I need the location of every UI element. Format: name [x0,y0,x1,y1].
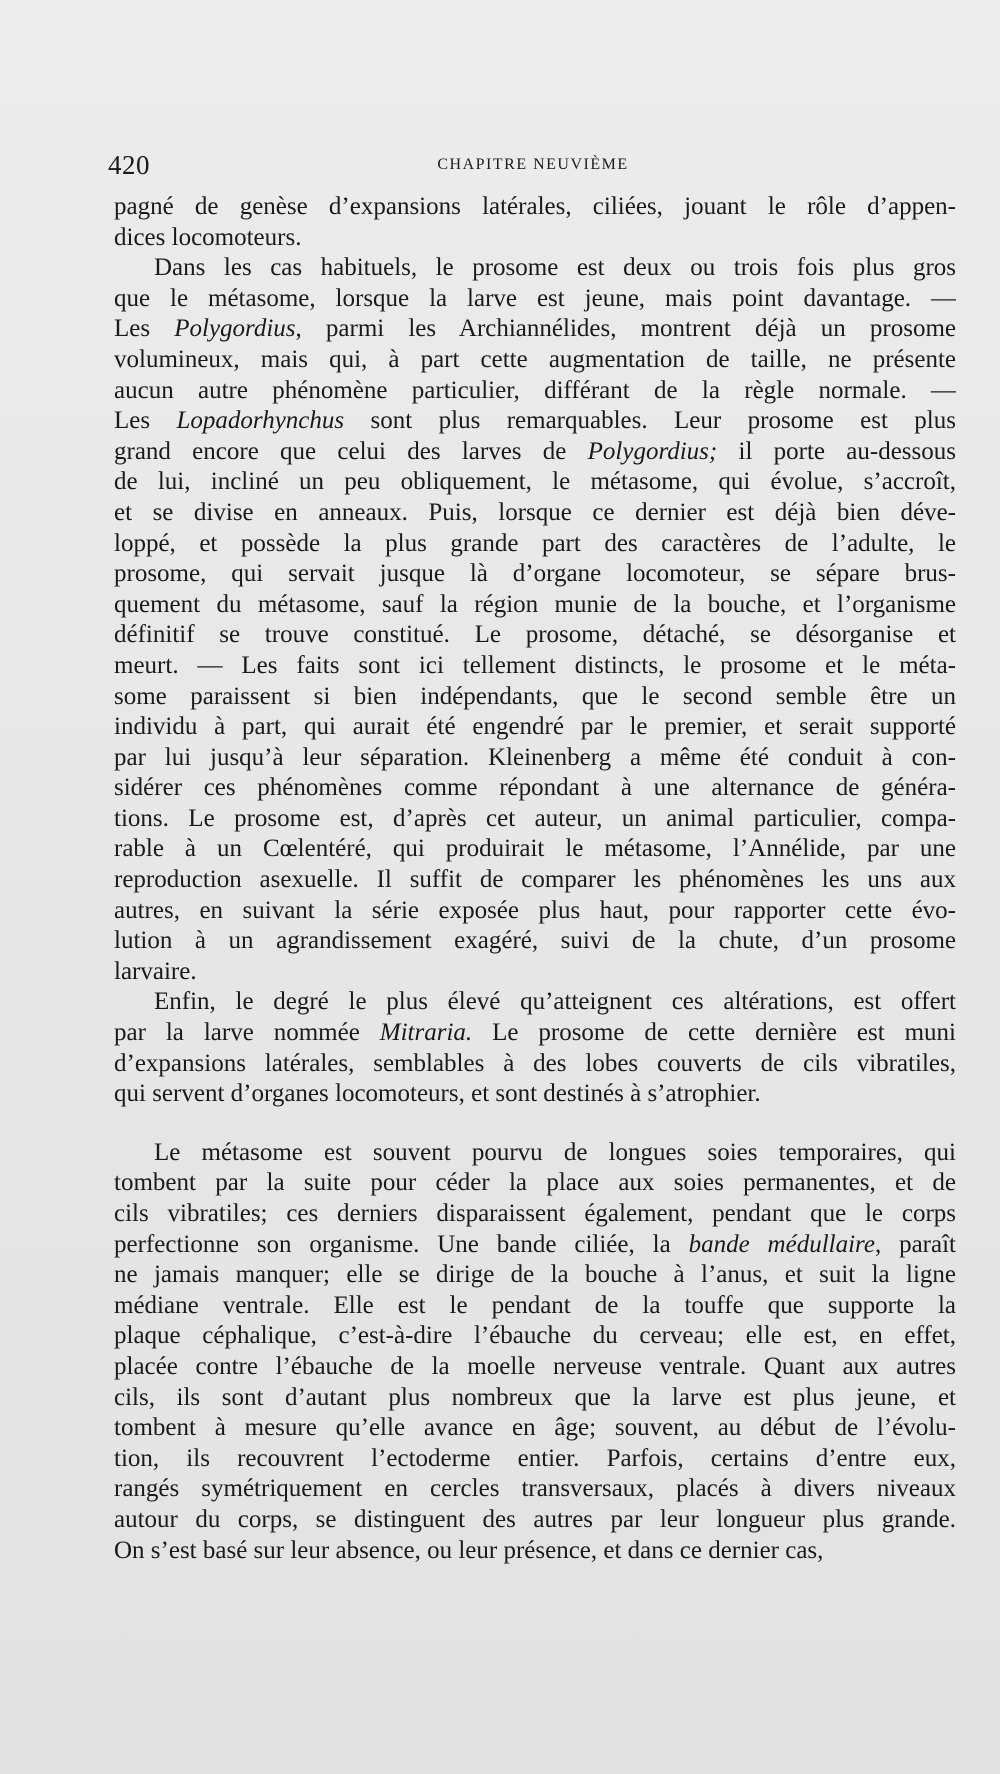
text-line [114,498,956,529]
text-line [114,376,956,407]
text-line [114,437,956,468]
body-text [114,192,956,1566]
text-line [114,865,956,896]
text-run: loppé, et possède la plus grande part des caractères de l’adulte, le [114,529,956,557]
text-line [114,345,956,376]
text-line [114,651,956,682]
text-line [114,284,956,315]
text-line [114,957,956,988]
text-run: meurt. — Les faits sont ici tellement distincts, le prosome et le méta- [114,651,956,679]
paragraph [114,253,956,987]
text-run: autour du corps, se distinguent des autres par leur longueur plus grande. [114,1505,956,1533]
text-run: par lui jusqu’à leur séparation. Kleinenberg a même été conduit à con- [114,743,956,771]
text-run: volumineux, mais qui, à part cette augmentation de taille, ne présente [114,345,956,373]
text-run: Les [114,407,177,435]
text-run: tions. Le prosome est, d’après cet auteur, un animal particulier, compa- [114,804,956,832]
text-run: Dans les cas habituels, le prosome est deux ou trois fois plus gros [154,254,956,282]
text-run: Le métasome est souvent pourvu de longues soies temporaires, qui [154,1138,956,1166]
text-run: d’expansions latérales, semblables à des lobes couverts de cils vibratiles, [114,1049,956,1077]
text-run: sidérer ces phénomènes comme répondant à une alternance de généra- [114,774,956,802]
text-line [114,804,956,835]
text-line [114,1413,956,1444]
text-line [114,406,956,437]
text-line [114,1230,956,1261]
running-title: CHAPITRE NEUVIÈME [437,156,629,173]
text-line [114,1199,956,1230]
text-line [114,1352,956,1383]
text-run: aucun autre phénomène particulier, différant de la règle normale. — [114,376,956,404]
text-line [114,987,956,1018]
text-line [114,314,956,345]
text-run: rangés symétriquement en cercles transversaux, placés à divers niveaux [114,1475,956,1503]
text-run: sont plus remarquables. Leur prosome est plus [344,407,956,435]
text-line [114,223,956,254]
text-run: tion, ils recouvrent l’ectoderme entier. Parfois, certains d’entre eux, [114,1444,956,1472]
italic-text: Mitraria. [379,1019,473,1047]
text-line [114,1536,956,1567]
text-run: de lui, incliné un peu obliquement, le métasome, qui évolue, s’accroît, [114,468,956,496]
text-line [114,1138,956,1169]
italic-text: Polygordius; [587,437,718,465]
italic-text: bande médullaire [688,1230,875,1258]
page-number: 420 [108,150,150,180]
text-line [114,1260,956,1291]
text-line [114,1079,956,1110]
text-run: rable à un Cœlentéré, qui produirait le métasome, l’Annélide, par une [114,835,956,863]
text-line [114,620,956,651]
text-line [114,192,956,223]
text-run: cils, ils sont d’autant plus nombreux que la larve est plus jeune, et [114,1383,956,1411]
text-line [114,682,956,713]
text-line [114,253,956,284]
text-run: que le métasome, lorsque la larve est jeune, mais point davantage. — [114,284,956,312]
text-run: prosome, qui servait jusque là d’organe locomoteur, se sépare brus- [114,560,956,588]
text-run: médiane ventrale. Elle est le pendant de la touffe que supporte la [114,1291,956,1319]
text-run: plaque céphalique, c’est-à-dire l’ébauche du cerveau; elle est, en effet, [114,1322,956,1350]
text-line [114,1505,956,1536]
text-run: reproduction asexuelle. Il suffit de comparer les phénomènes les uns aux [114,866,956,894]
text-run: On s’est basé sur leur absence, ou leur présence, et dans ce dernier cas, [114,1536,824,1564]
text-run: il porte au-dessous [717,437,956,465]
text-line [114,590,956,621]
text-line [114,1321,956,1352]
text-line [114,743,956,774]
text-run: cils vibratiles; ces derniers disparaissent également, pendant que le corps [114,1200,956,1227]
text-run: définitif se trouve constitué. Le prosome, détaché, se désorganise et [114,621,956,649]
text-line [114,467,956,498]
text-run: quement du métasome, sauf la région munie de la bouche, et l’organisme [114,590,956,618]
text-line [114,1291,956,1322]
text-run: some paraissent si bien indépendants, que le second semble être un [114,682,956,710]
text-line [114,1168,956,1199]
text-run: Enfin, le degré le plus élevé qu’atteignent ces altérations, est offert [154,988,956,1016]
text-run: tombent à mesure qu’elle avance en âge; souvent, au début de l’évolu- [114,1414,956,1442]
text-line [114,1383,956,1414]
text-line [114,773,956,804]
text-run: larvaire. [114,957,197,985]
text-run: pagné de genèse d’expansions latérales, ciliées, jouant le rôle d’appen- [114,193,956,220]
text-line [114,712,956,743]
text-run: perfectionne son organisme. Une bande ciliée, la [114,1230,689,1258]
italic-text: Polygordius [174,315,296,343]
text-run: , paraît [874,1230,956,1258]
text-run: par la larve nommée [114,1019,380,1047]
text-line [114,1444,956,1475]
text-run: lution à un agrandissement exagéré, suivi de la chute, d’un prosome [114,927,956,955]
text-run: autres, en suivant la série exposée plus haut, pour rapporter cette évo- [114,896,956,924]
paragraph-gap [114,1110,956,1138]
paragraph [114,1138,956,1566]
italic-text: Lopadorhynchus [176,407,345,435]
paragraph [114,192,956,253]
paragraph [114,987,956,1109]
text-run: et se divise en anneaux. Puis, lorsque ce dernier est déjà bien déve- [114,498,956,526]
text-run: individu à part, qui aurait été engendré par le premier, et serait supporté [114,713,956,741]
text-line [114,1474,956,1505]
text-run: grand encore que celui des larves de [114,437,588,465]
text-run: placée contre l’ébauche de la moelle nerveuse ventrale. Quant aux autres [114,1352,956,1380]
text-run: Le prosome de cette dernière est muni [472,1019,956,1047]
text-run: dices locomoteurs. [114,223,302,251]
text-line [114,1018,956,1049]
text-line [114,559,956,590]
text-line [114,1049,956,1080]
text-line [114,529,956,560]
page-header [108,150,958,184]
text-line [114,896,956,927]
text-run: Les [114,315,175,343]
text-run: ne jamais manquer; elle se dirige de la bouche à l’anus, et suit la ligne [114,1261,956,1289]
text-run: , parmi les Archiannélides, montrent déjà un prosome [295,315,956,343]
text-run: tombent par la suite pour céder la place aux soies permanentes, et de [114,1169,956,1197]
text-line [114,926,956,957]
text-line [114,834,956,865]
text-run: qui servent d’organes locomoteurs, et sont destinés à s’atrophier. [114,1080,761,1108]
